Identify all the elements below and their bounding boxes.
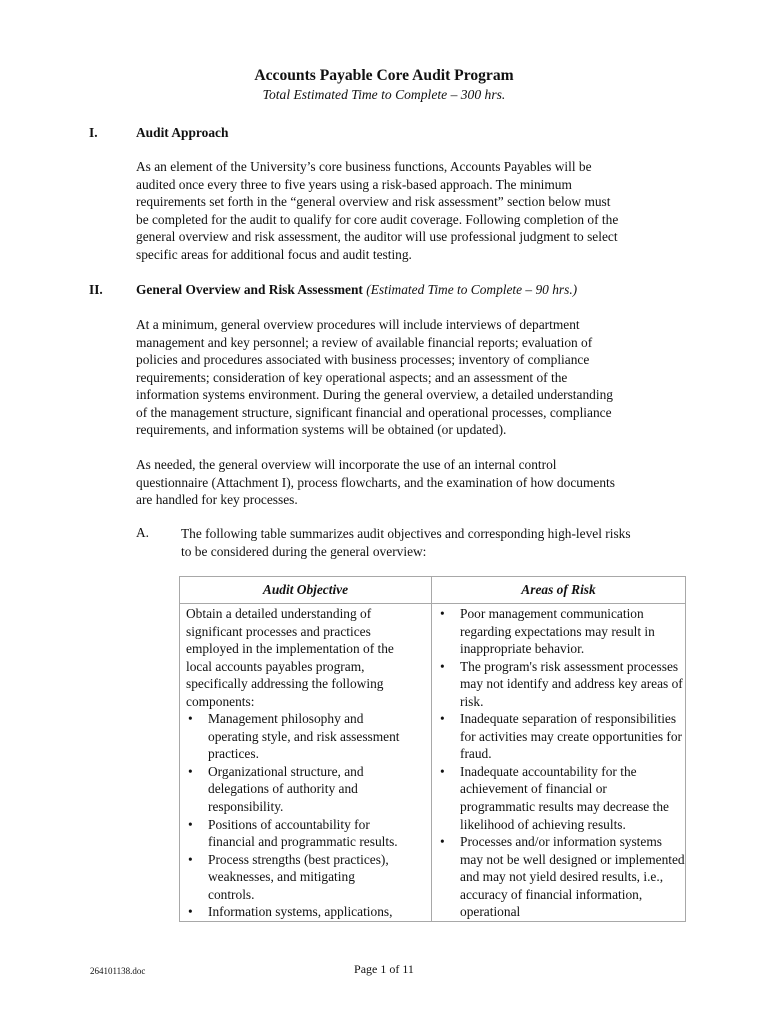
areas-of-risk-cell	[432, 604, 686, 922]
bullet-icon: •	[440, 606, 445, 621]
text-line: Inadequate accountability for the	[460, 763, 637, 779]
section-1-paragraph	[136, 158, 684, 263]
section-1-heading: Audit Approach	[136, 125, 229, 140]
document-title: Accounts Payable Core Audit Program	[254, 67, 514, 84]
text-line: Organizational structure, and	[208, 763, 364, 779]
text-line: address key areas of risk.	[460, 676, 683, 709]
bullet-icon: •	[188, 763, 193, 779]
column-header-areas-of-risk: Areas of Risk	[432, 577, 686, 604]
bullet-icon: •	[188, 904, 193, 920]
bullet-icon: •	[440, 763, 445, 779]
text-line: requirements, and information systems will be obtained (or updated).	[136, 422, 507, 438]
audit-objectives-table	[179, 576, 686, 922]
text-line: The following table summarizes audit objectives and corresponding high-level risks	[181, 526, 631, 541]
footer-document-id: 264101138.doc	[90, 966, 146, 976]
column-header-audit-objective: Audit Objective	[180, 577, 432, 604]
text-line: weaknesses, and mitigating	[208, 869, 355, 885]
bullet-icon: •	[188, 711, 193, 727]
bullet-icon: •	[188, 816, 193, 832]
text-line: processes may not identify and	[460, 658, 679, 692]
list-item	[186, 763, 431, 816]
table-row	[180, 604, 686, 922]
document-subtitle: Total Estimated Time to Complete – 300 hrs.	[262, 87, 506, 102]
bullet-icon: •	[440, 834, 445, 850]
text-line: requirements; consideration of key operational aspects; and an assessment of the	[136, 369, 568, 385]
text-line: operating style, and risk assessment	[208, 728, 400, 744]
text-line: controls.	[208, 886, 255, 902]
text-line: At a minimum, general overview procedures will include interviews of department	[136, 317, 580, 332]
list-item	[438, 605, 685, 658]
text-line: components:	[186, 693, 255, 709]
text-line: Poor management communication	[460, 606, 644, 621]
section-2-paragraph-2	[136, 456, 684, 509]
text-line: Inadequate separation of	[460, 711, 592, 727]
list-item	[186, 816, 431, 851]
text-line: the likelihood of achieving results.	[460, 799, 669, 832]
section-1-number: I.	[89, 125, 98, 140]
text-line: Information systems, applications,	[208, 904, 393, 920]
subsection-a-text	[181, 525, 691, 560]
text-line: local accounts payables program,	[186, 658, 365, 674]
section-2-heading: General Overview and Risk Assessment	[136, 282, 363, 297]
text-line: financial information, operational	[460, 886, 643, 920]
text-line: responsibilities for activities may	[460, 711, 677, 744]
text-line: audited once every three to five years using a risk-based approach. The minimum	[136, 176, 572, 192]
text-line: specific areas for additional focus and audit testing.	[136, 246, 412, 262]
list-item	[186, 903, 431, 921]
list-item	[186, 710, 431, 763]
audit-objective-cell	[180, 604, 432, 922]
list-item	[186, 851, 431, 904]
subsection-a-letter: A.	[136, 525, 150, 540]
text-line: to be considered during the general overview:	[181, 543, 427, 559]
text-line: regarding expectations may result in	[460, 623, 655, 639]
bullet-icon: •	[440, 711, 445, 727]
text-line: significant processes and practices	[186, 623, 371, 639]
section-2-heading-row	[136, 282, 577, 298]
text-line: information systems environment. During the general overview, a detailed understanding	[136, 387, 613, 403]
bullet-icon: •	[440, 658, 445, 674]
text-line: systems may not be well designed	[460, 834, 662, 867]
text-line: financial and programmatic results.	[208, 834, 398, 850]
text-line: Positions of accountability for	[208, 816, 370, 832]
text-line: policies and procedures associated with business processes; inventory of compliance	[136, 352, 590, 368]
list-item	[438, 658, 685, 711]
text-line: Process strengths (best practices),	[208, 851, 389, 867]
text-line: create opportunities for fraud.	[460, 728, 682, 762]
section-2-number: II.	[89, 282, 103, 297]
section-2-time-note: (Estimated Time to Complete – 90 hrs.)	[366, 282, 578, 297]
text-line: general overview and risk assessment, the auditor will use professional judgment to select	[136, 229, 618, 245]
text-line: Processes and/or information	[460, 834, 617, 850]
text-line: achievement of financial or	[460, 781, 607, 797]
text-line: are handled for key processes.	[136, 492, 298, 508]
list-item	[438, 833, 685, 921]
list-item	[438, 710, 685, 763]
text-line: The program's risk assessment	[460, 658, 624, 674]
text-line: management and key personnel; a review of available financial reports; evaluation of	[136, 334, 593, 350]
text-line: desired results, i.e., accuracy of	[460, 869, 664, 902]
text-line: employed in the implementation of the	[186, 641, 394, 657]
bullet-icon: •	[188, 851, 193, 867]
text-line: or implemented and may not yield	[460, 851, 685, 885]
text-line: Obtain a detailed understanding of	[186, 606, 372, 621]
text-line: requirements set forth in the “general overview and risk assessment” section below must	[136, 194, 611, 210]
text-line: delegations of authority and	[208, 781, 358, 797]
text-line: As needed, the general overview will incorporate the use of an internal control	[136, 457, 557, 472]
text-line: programmatic results may decrease	[460, 799, 650, 815]
text-line: specifically addressing the following	[186, 676, 384, 692]
text-line: of the management structure, significant financial and operational processes, compliance	[136, 404, 612, 420]
text-line: be completed for the audit to qualify for core audit coverage. Following completion of the	[136, 211, 619, 227]
table-header-row	[180, 577, 686, 604]
section-2-paragraph-1	[136, 316, 684, 439]
text-line: As an element of the University’s core business functions, Accounts Payables will be	[136, 159, 592, 174]
text-line: inappropriate behavior.	[460, 641, 585, 657]
text-line: Management philosophy and	[208, 711, 364, 727]
list-item	[438, 763, 685, 833]
footer-page-number: Page 1 of 11	[354, 962, 414, 976]
text-line: practices.	[208, 746, 259, 762]
text-line: questionnaire (Attachment I), process flowcharts, and the examination of how documents	[136, 474, 615, 490]
text-line: responsibility.	[208, 799, 284, 815]
